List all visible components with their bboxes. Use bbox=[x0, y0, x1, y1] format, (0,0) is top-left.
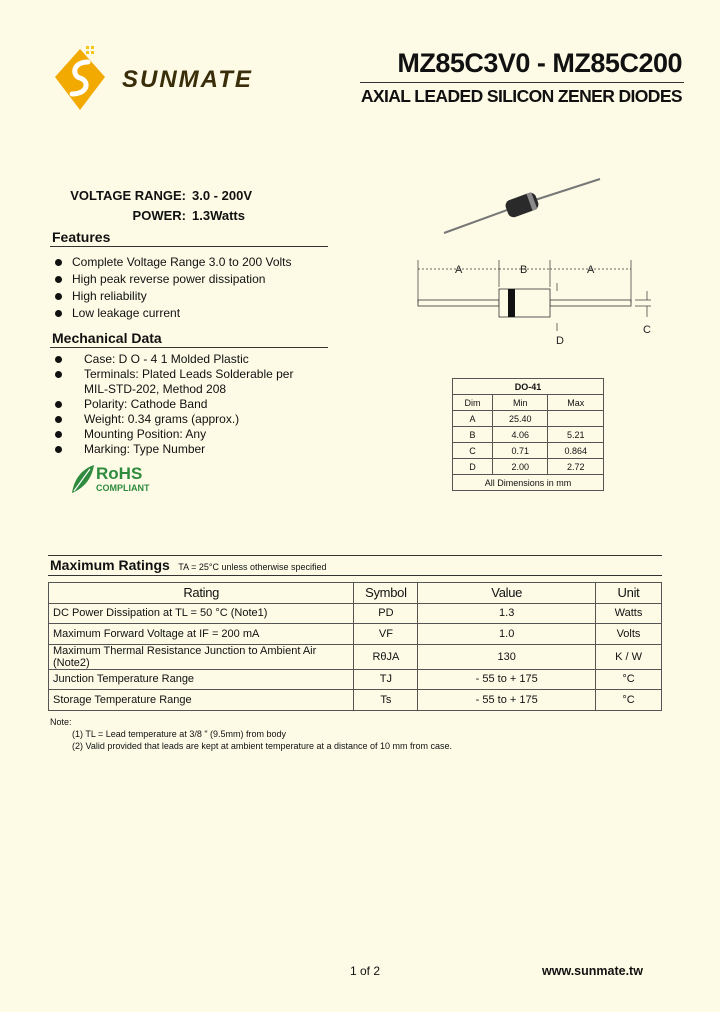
page-number: 1 of 2 bbox=[350, 964, 381, 978]
symbol-cell: RθJA bbox=[354, 644, 418, 669]
symbol-cell: PD bbox=[354, 603, 418, 624]
notes bbox=[50, 716, 452, 752]
summary-block bbox=[52, 186, 252, 226]
voltage-value: 3.0 - 200V bbox=[192, 188, 252, 203]
dim-cell: 4.06 bbox=[493, 427, 548, 443]
ratings-table bbox=[48, 582, 662, 711]
notes-label: Note: bbox=[50, 717, 72, 727]
unit-cell: Volts bbox=[596, 624, 662, 645]
page-subtitle: AXIAL LEADED SILICON ZENER DIODES bbox=[360, 86, 682, 106]
list-item: Polarity: Cathode Band bbox=[51, 397, 293, 412]
mechanical-rule bbox=[50, 347, 328, 348]
unit-cell: °C bbox=[596, 669, 662, 690]
dim-cell: 0.71 bbox=[493, 443, 548, 459]
dim-cell bbox=[548, 411, 604, 427]
features-list bbox=[52, 254, 292, 322]
ratings-header: Symbol bbox=[354, 583, 418, 604]
note-line: (1) TL = Lead temperature at 3/8 " (9.5mm) from body bbox=[72, 729, 287, 739]
dim-label-b: B bbox=[520, 264, 528, 276]
dim-cell: A bbox=[453, 411, 493, 427]
table-row bbox=[453, 427, 604, 443]
logo-dots bbox=[86, 46, 94, 54]
table-row bbox=[49, 690, 662, 711]
symbol-cell: Ts bbox=[354, 690, 418, 711]
value-cell: 1.3 bbox=[418, 603, 596, 624]
footer-url[interactable]: www.sunmate.tw bbox=[542, 964, 643, 978]
value-cell: - 55 to + 175 bbox=[418, 690, 596, 711]
list-item: Mounting Position: Any bbox=[51, 427, 293, 442]
dim-table-title: DO-41 bbox=[453, 379, 604, 395]
rohs-mark: RoHS bbox=[96, 464, 143, 483]
unit-cell: Watts bbox=[596, 603, 662, 624]
features-heading: Features bbox=[52, 229, 111, 245]
rohs-badge bbox=[70, 461, 160, 495]
dim-label-c: C bbox=[643, 324, 651, 336]
list-item: Terminals: Plated Leads Solderable per bbox=[51, 367, 293, 382]
ratings-header: Value bbox=[418, 583, 596, 604]
rating-cell: Maximum Thermal Resistance Junction to Ambient Air (Note2) bbox=[49, 644, 354, 669]
list-item-continued bbox=[51, 382, 293, 397]
mechanical-heading: Mechanical Data bbox=[52, 330, 162, 346]
power-label: POWER: bbox=[132, 208, 186, 223]
list-item-cont-text: MIL-STD-202, Method 208 bbox=[84, 382, 227, 396]
list-item: High peak reverse power dissipation bbox=[52, 271, 292, 288]
table-row bbox=[453, 443, 604, 459]
brand-name: SUNMATE bbox=[122, 66, 253, 93]
ratings-heading: Maximum Ratings bbox=[50, 557, 170, 573]
dim-table-footer: All Dimensions in mm bbox=[453, 475, 604, 491]
dim-label-d: D bbox=[556, 335, 564, 347]
power-value: 1.3Watts bbox=[192, 208, 245, 223]
list-item: Case: D O - 4 1 Molded Plastic bbox=[51, 352, 293, 367]
note-line: (2) Valid provided that leads are kept at ambient temperature at a distance of 10 mm from case. bbox=[72, 741, 453, 751]
symbol-cell: TJ bbox=[354, 669, 418, 690]
dim-header: Dim bbox=[453, 395, 493, 411]
diode-image bbox=[440, 175, 610, 240]
dim-cell: B bbox=[453, 427, 493, 443]
title-rule bbox=[360, 82, 684, 83]
mechanical-list bbox=[51, 352, 293, 457]
list-item: Weight: 0.34 grams (approx.) bbox=[51, 412, 293, 427]
list-item: Low leakage current bbox=[52, 305, 292, 322]
dim-cell: C bbox=[453, 443, 493, 459]
dim-cell: 2.00 bbox=[493, 459, 548, 475]
ratings-heading-rule bbox=[48, 575, 662, 576]
list-item: Marking: Type Number bbox=[51, 442, 293, 457]
dim-header: Min bbox=[493, 395, 548, 411]
dimension-table bbox=[452, 378, 604, 491]
value-cell: 1.0 bbox=[418, 624, 596, 645]
unit-cell: °C bbox=[596, 690, 662, 711]
dim-cell: 5.21 bbox=[548, 427, 604, 443]
dim-cell: D bbox=[453, 459, 493, 475]
ratings-heading-row bbox=[50, 557, 327, 575]
dim-cell: 0.864 bbox=[548, 443, 604, 459]
table-row bbox=[49, 603, 662, 624]
rating-cell: Storage Temperature Range bbox=[49, 690, 354, 711]
ratings-top-rule bbox=[48, 555, 662, 556]
table-row bbox=[49, 624, 662, 645]
ratings-header: Unit bbox=[596, 583, 662, 604]
dim-label-a-left: A bbox=[455, 264, 463, 276]
value-cell: - 55 to + 175 bbox=[418, 669, 596, 690]
voltage-label: VOLTAGE RANGE: bbox=[70, 188, 186, 203]
rating-cell: Junction Temperature Range bbox=[49, 669, 354, 690]
table-row bbox=[49, 669, 662, 690]
ratings-header: Rating bbox=[49, 583, 354, 604]
table-row bbox=[453, 459, 604, 475]
page-title: MZ85C3V0 - MZ85C200 bbox=[397, 48, 682, 78]
table-row bbox=[49, 644, 662, 669]
dim-cell: 2.72 bbox=[548, 459, 604, 475]
value-cell: 130 bbox=[418, 644, 596, 669]
rating-cell: DC Power Dissipation at TL = 50 °C (Note1) bbox=[49, 603, 354, 624]
table-row bbox=[453, 411, 604, 427]
rating-cell: Maximum Forward Voltage at IF = 200 mA bbox=[49, 624, 354, 645]
dim-cell: 25.40 bbox=[493, 411, 548, 427]
dim-header: Max bbox=[548, 395, 604, 411]
unit-cell: K / W bbox=[596, 644, 662, 669]
features-rule bbox=[50, 246, 328, 247]
list-item: High reliability bbox=[52, 288, 292, 305]
ratings-condition: TA = 25°C unless otherwise specified bbox=[178, 562, 327, 572]
symbol-cell: VF bbox=[354, 624, 418, 645]
list-item: Complete Voltage Range 3.0 to 200 Volts bbox=[52, 254, 292, 271]
dim-label-a-right: A bbox=[587, 264, 595, 276]
dimension-drawing bbox=[405, 255, 670, 350]
rohs-sub: COMPLIANT bbox=[96, 483, 150, 493]
